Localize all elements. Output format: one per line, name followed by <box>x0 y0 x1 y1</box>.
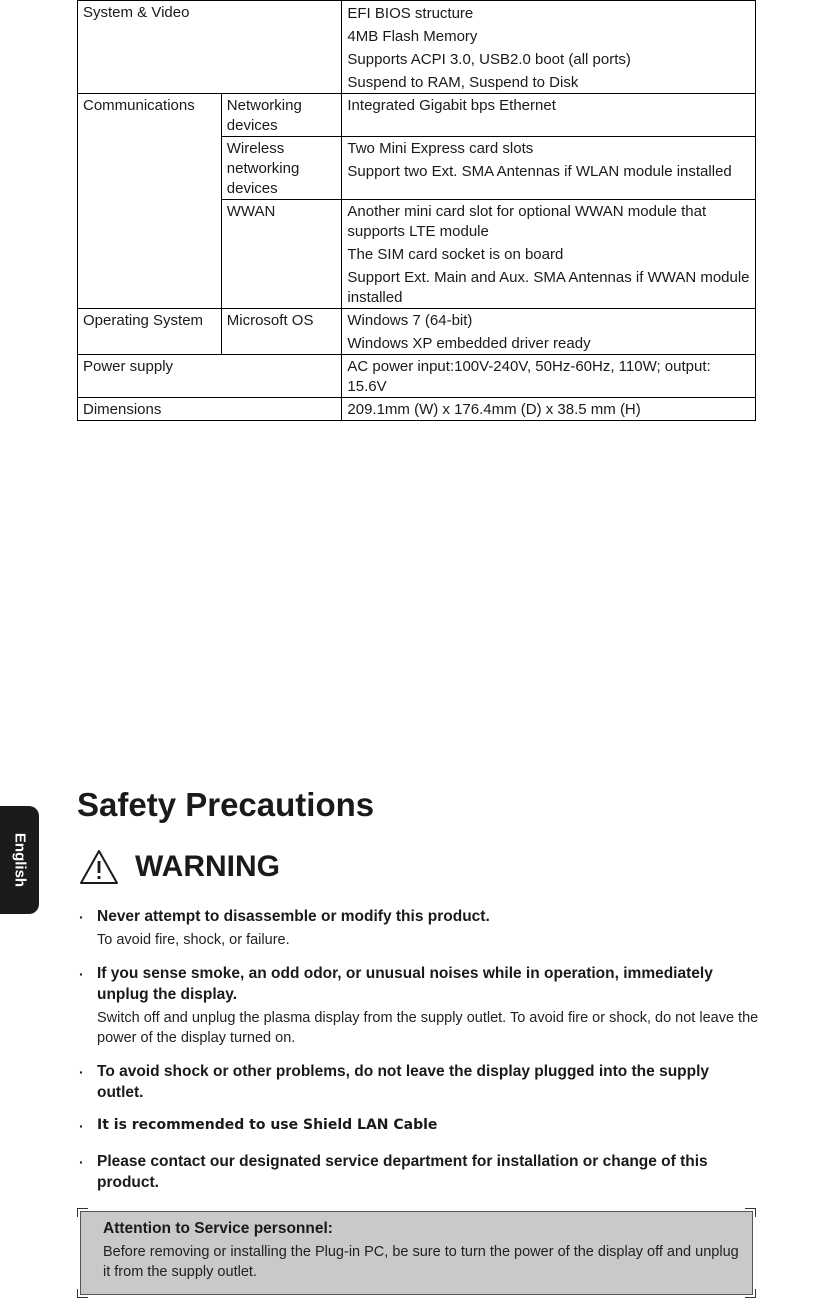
spec-line: Support Ext. Main and Aux. SMA Antennas if WWAN module installed <box>347 269 750 306</box>
spec-line: Integrated Gigabit bps Ethernet <box>347 97 556 114</box>
corner-mark <box>745 1208 756 1217</box>
sub-label-networking: Networking devices <box>221 94 342 137</box>
spec-line: 4MB Flash Memory <box>347 28 478 45</box>
row-label-dimensions: Dimensions <box>78 398 342 421</box>
bullet-heading: Please contact our designated service department for installation or change of this product. <box>97 1153 708 1191</box>
spec-line: Support two Ext. SMA Antennas if WLAN module installed <box>347 163 732 180</box>
attention-note-box <box>80 1211 753 1295</box>
spec-cell <box>342 94 756 137</box>
spec-line: Supports ACPI 3.0, USB2.0 boot (all ports) <box>347 51 631 68</box>
row-label-os: Operating System <box>78 309 222 355</box>
sub-label-wireless: Wireless networking devices <box>221 137 342 200</box>
spec-line: EFI BIOS structure <box>347 5 474 22</box>
list-item: · It is recommended to use Shield LAN Cable <box>79 1115 759 1135</box>
table-row <box>78 94 756 137</box>
spec-cell <box>342 398 756 421</box>
warning-label: WARNING <box>135 850 280 883</box>
spec-line: Another mini card slot for optional WWAN module that supports LTE module <box>347 203 707 240</box>
spec-line: Windows 7 (64-bit) <box>347 312 473 329</box>
bullet-heading: If you sense smoke, an odd odor, or unusual noises while in operation, immediately unplug the display. <box>97 965 713 1003</box>
table-row <box>78 398 756 421</box>
bullet-detail: Switch off and unplug the plasma display from the supply outlet. To avoid fire or shock, do not leave the power of the display turned on. <box>97 1010 759 1046</box>
sub-label-os: Microsoft OS <box>221 309 342 355</box>
row-label-system-video: System & Video <box>78 1 342 94</box>
warning-heading <box>79 846 280 888</box>
spec-table <box>77 0 756 421</box>
list-item: · To avoid shock or other problems, do not leave the display plugged into the supply outlet. <box>79 1061 759 1103</box>
spec-line: 209.1mm (W) x 176.4mm (D) x 38.5 mm (H) <box>347 401 641 418</box>
safety-list <box>79 906 759 1193</box>
bullet-heading: Never attempt to disassemble or modify this product. <box>97 908 490 925</box>
table-row <box>78 355 756 398</box>
language-label: English <box>11 832 28 888</box>
table-row <box>78 1 756 94</box>
bullet-heading: It is recommended to use Shield LAN Cable <box>97 1117 438 1133</box>
list-item: · Never attempt to disassemble or modify this product. To avoid fire, shock, or failure. <box>79 906 759 950</box>
spec-cell <box>342 309 756 355</box>
spec-line: Windows XP embedded driver ready <box>347 335 591 352</box>
spec-line: Two Mini Express card slots <box>347 140 534 157</box>
list-item: · Please contact our designated service department for installation or change of this product. <box>79 1151 759 1193</box>
bullet-detail: To avoid fire, shock, or failure. <box>97 932 290 948</box>
row-label-power: Power supply <box>78 355 342 398</box>
spec-cell <box>342 355 756 398</box>
bullet-heading: To avoid shock or other problems, do not leave the display plugged into the supply outlet. <box>97 1063 710 1101</box>
spec-cell <box>342 200 756 309</box>
language-side-tab <box>0 806 39 914</box>
row-label-communications: Communications <box>78 94 222 309</box>
spec-cell <box>342 1 756 94</box>
corner-mark <box>745 1289 756 1298</box>
attention-title: Attention to Service personnel: <box>103 1220 333 1237</box>
list-item: · If you sense smoke, an odd odor, or unusual noises while in operation, immediately unplug the display. Switch off and unplug the plasma display from the supply outlet. To avoid fire or shock, do not leave the power of the display turned on. <box>79 965 759 1046</box>
section-title: Safety Precautions <box>77 786 375 823</box>
spec-line: Suspend to RAM, Suspend to Disk <box>347 74 579 91</box>
sub-label-wwan: WWAN <box>221 200 342 309</box>
spec-line: The SIM card socket is on board <box>347 246 564 263</box>
warning-triangle-icon <box>79 849 119 885</box>
table-row <box>78 309 756 355</box>
spec-line: AC power input:100V-240V, 50Hz-60Hz, 110W; output: 15.6V <box>347 358 711 395</box>
spec-cell <box>342 137 756 200</box>
attention-text: Before removing or installing the Plug-in PC, be sure to turn the power of the display off and unplug it from the supply outlet. <box>103 1244 739 1280</box>
corner-mark <box>77 1208 88 1217</box>
corner-mark <box>77 1289 88 1298</box>
